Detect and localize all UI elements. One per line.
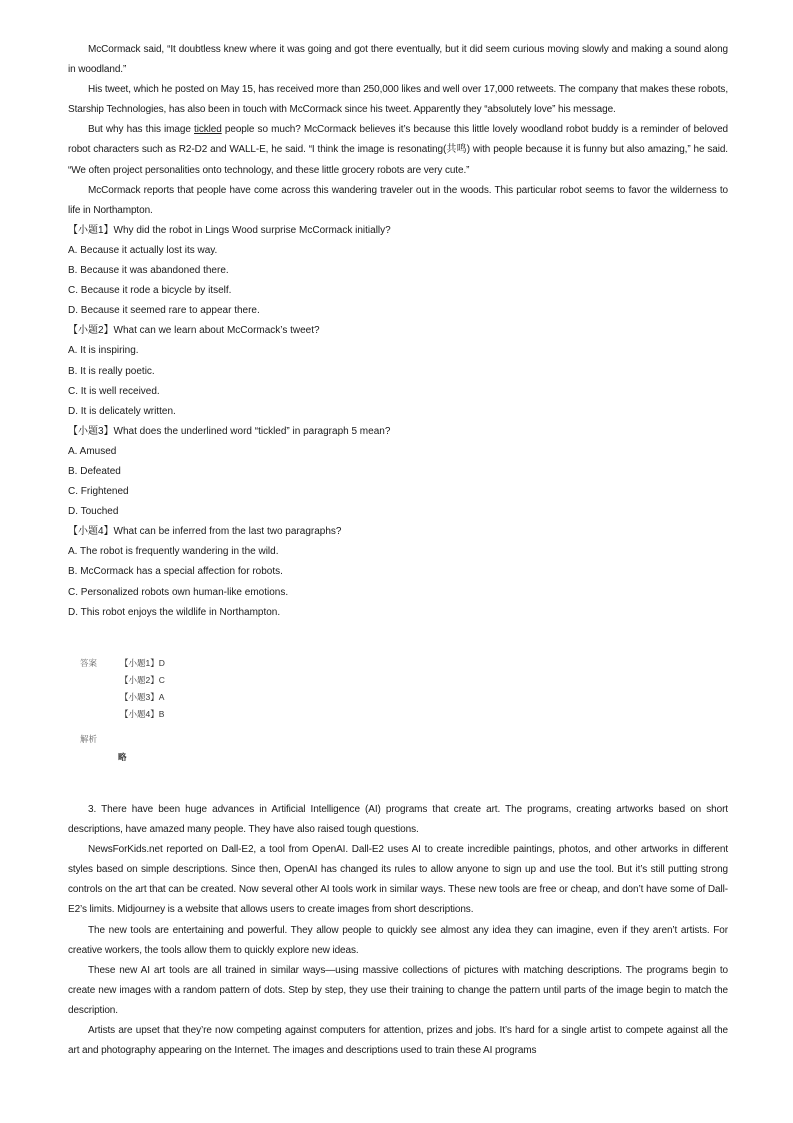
question-2 [68,321,728,421]
option: D. Because it seemed rare to appear there. [68,305,260,317]
question-stem: 【小题2】What can we learn about McCormack’s tweet? [68,325,320,337]
answer-item: 【小题2】C [120,675,165,685]
question-4 [68,522,728,622]
option: B. Because it was abandoned there. [68,265,229,277]
option: A. The robot is frequently wandering in the wild. [68,546,279,558]
paragraph: The new tools are entertaining and powerful. They allow people to quickly see almost any idea they can imagine, even if they aren’t artists. For creative workers, the tools allow them to quickly explore new ideas. [68,924,728,956]
option: C. It is well received. [68,385,160,397]
answer-item: 【小题1】D [120,658,165,668]
option: C. Frightened [68,486,129,498]
analysis-text: 略 [118,752,127,762]
paragraph: His tweet, which he posted on May 15, has received more than 250,000 likes and well over 17,000 retweets. The company that makes these robots, Starship Technologies, has also been in touch with McCormack since his tweet. Apparently they “absolutely love” his message. [68,84,728,116]
option: D. This robot enjoys the wildlife in Northampton. [68,606,281,618]
option: B. McCormack has a special affection for robots. [68,566,283,578]
paragraph: McCormack reports that people have come across this wandering traveler out in the woods. This particular robot seems to favor the wilderness to life in Northampton. [68,184,728,216]
option: A. Amused [68,445,117,457]
option: C. Because it rode a bicycle by itself. [68,285,232,297]
option: D. Touched [68,506,119,518]
option: A. Because it actually lost its way. [68,244,218,256]
underlined-word: tickled [194,124,222,136]
option: D. It is delicately written. [68,405,176,417]
answer-item: 【小题3】A [120,692,165,702]
option: B. Defeated [68,465,121,477]
paragraph: These new AI art tools are all trained in similar ways—using massive collections of pictures with matching descriptions. The programs begin to create new images with a random pattern of dots. Step by step, they use their training to change the pattern until parts of the image begin to match the description. [68,964,728,1016]
option: C. Personalized robots own human-like emotions. [68,586,289,598]
option: B. It is really poetic. [68,365,155,377]
question-1 [68,221,728,321]
paragraph: NewsForKids.net reported on Dall-E2, a tool from OpenAI. Dall-E2 uses AI to create incredible paintings, photos, and other artworks in different styles based on simple descriptions. Since then, OpenAI has changed its rules to allow anyone to sign up and use the tool. But it’s still putting strong controls on the art that can be created. Now several other AI tools work in similar ways. These new tools are free or cheap, and don’t have some of Dall-E2’s limits. Midjourney is a website that allows users to create images from short descriptions. [68,844,728,916]
document-page [68,40,728,623]
paragraph: Artists are upset that they’re now competing against computers for attention, prizes and jobs. It’s hard for a single artist to compete against all the art and photography appearing on the Internet. The images and descriptions used to train these AI programs [68,1025,728,1057]
analysis-label: 解析 [80,734,98,744]
answer-label: 答案 [80,658,98,668]
question-stem: 【小题3】What does the underlined word “tickled” in paragraph 5 mean? [68,425,391,437]
paragraph: 3. There have been huge advances in Artificial Intelligence (AI) programs that create art. The programs, creating artworks based on short descriptions, have amazed many people. They have also raised tough questions. [68,804,728,836]
question-stem: 【小题4】What can be inferred from the last two paragraphs? [68,526,342,538]
passage-3 [68,800,728,1061]
question-3 [68,422,728,522]
paragraph: McCormack said, “It doubtless knew where it was going and got there eventually, but it did seem curious moving slowly and making a sound along in woodland.” [68,44,728,76]
answer-item: 【小题4】B [120,709,165,719]
option: A. It is inspiring. [68,345,139,357]
question-stem: 【小题1】Why did the robot in Lings Wood surprise McCormack initially? [68,224,391,236]
paragraph: But why has this image tickled people so much? McCormack believes it’s because this little lovely woodland robot buddy is a reminder of beloved robot characters such as R2-D2 and WALL-E, he said. “I think the image is resonating(共鸣) with people because it is funny but also amazing,” he said. “We often project personalities onto technology, and these little grocery robots are very cute.” [68,124,729,176]
